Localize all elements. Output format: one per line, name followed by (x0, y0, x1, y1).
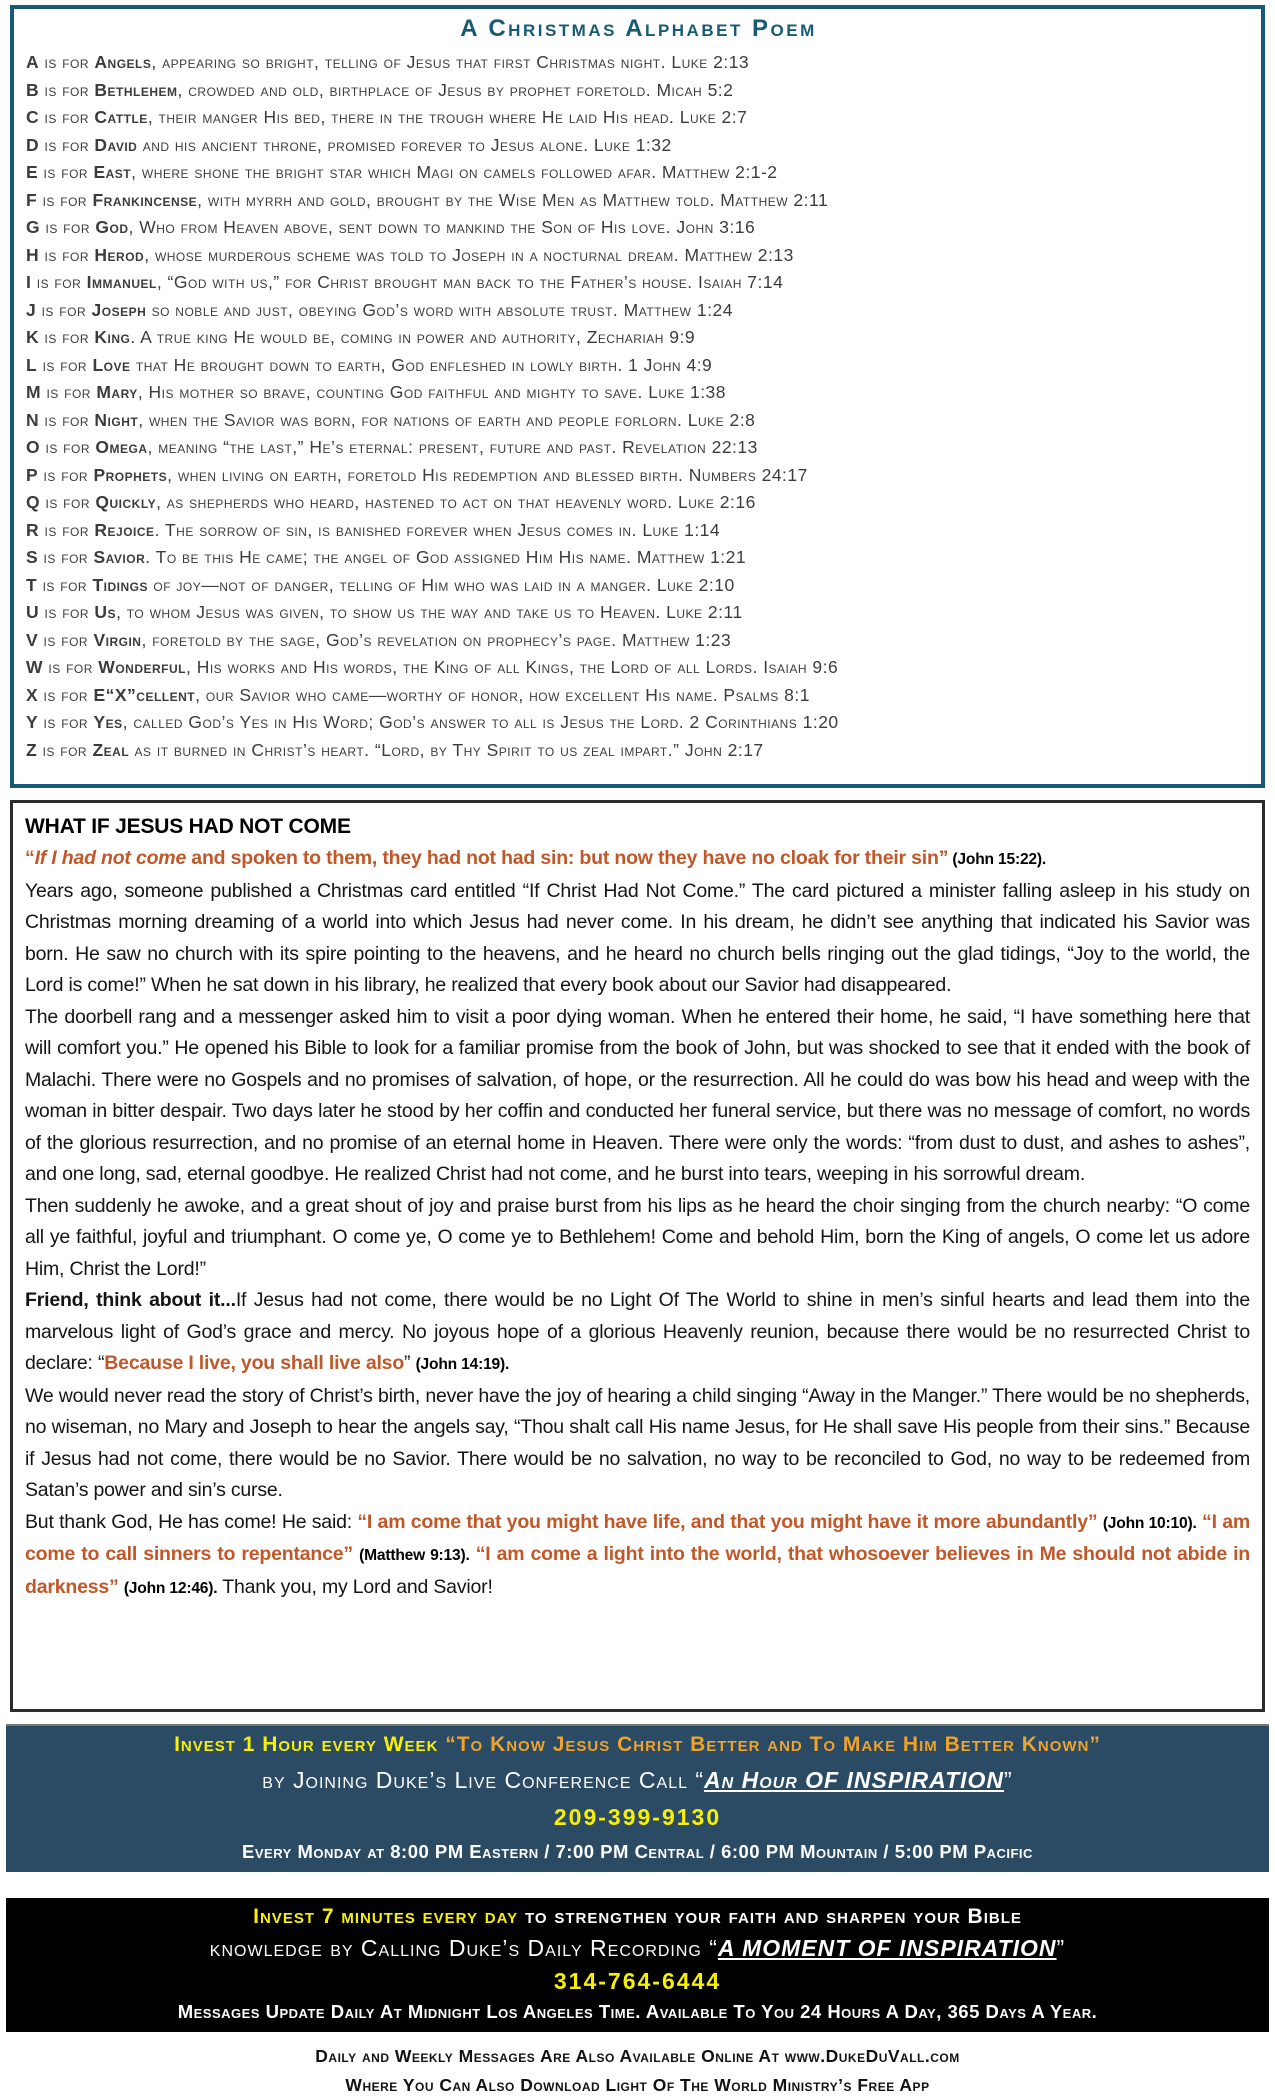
text-segment: to strengthen your faith and sharpen your Bible (524, 1905, 1022, 1928)
text-segment: is for (39, 409, 95, 430)
text-segment: G (26, 217, 41, 237)
poem-line (26, 544, 1251, 572)
poem-line (26, 324, 1251, 352)
text-segment: (John 10:10). (1102, 1514, 1197, 1532)
text-segment: , “God with us,” for Christ brought man back to the Father’s house. Isaiah 7:14 (156, 272, 784, 292)
daily-banner-subtitle (12, 1935, 1263, 1962)
text-segment: , their manger His bed, there in the trough where He laid His head. Luke 2:7 (147, 107, 748, 127)
text-segment: (John 12:46). (123, 1579, 218, 1597)
text-segment: is for (38, 464, 94, 485)
poem-line (26, 599, 1251, 627)
poem-line (26, 104, 1251, 132)
text-segment: is for (36, 299, 92, 320)
text-segment: is for (37, 189, 93, 210)
text-segment: is for (38, 547, 94, 567)
text-segment: is for (37, 739, 93, 760)
text-segment: P (26, 464, 39, 485)
text-segment: , with myrrh and gold, brought by the Wise Men as Matthew told. Matthew 2:11 (197, 189, 829, 210)
text-segment: is for (38, 629, 94, 650)
text-segment: , when living on earth, foretold His redemption and blessed birth. Numbers 24:17 (167, 464, 808, 485)
text-segment: Rejoice (94, 519, 155, 540)
text-segment: Y (26, 712, 39, 732)
poem-line (26, 187, 1251, 215)
poem-line (26, 379, 1251, 407)
poem-lines (26, 49, 1251, 764)
text-segment: We would never read the story of Christ’s birth, never have the joy of hearing a child singing “Away in the Manger.” There would be no shepherds, no wiseman, no Mary and Joseph to hear the angels say, “Thou shalt call His name Jesus, for He shall save His people from their sins.” Because if Jesus had not come, there would be no Savior. There would be no salvation, no way to be reconciled to God, no way to be redeemed from Satan’s power and sin’s curse. (25, 1384, 1250, 1501)
text-segment: Angels (94, 52, 152, 72)
text-segment: as it burned in Christ’s heart. “Lord, by Thy Spirit to us zeal impart.” John 2:17 (129, 739, 764, 760)
text-segment: , our Savior who came—worthy of honor, how excellent His name. Psalms 8:1 (195, 684, 810, 705)
text-segment: U (26, 602, 40, 622)
text-segment: , Who from Heaven above, sent down to mankind the Son of His love. John 3:16 (128, 217, 756, 237)
text-segment: Frankincense (92, 189, 198, 210)
text-segment: Zeal (92, 739, 130, 760)
poem-line (26, 737, 1251, 765)
text-segment: “I am come to call sinners to repentance” (25, 1510, 1250, 1565)
poem-title: A Christmas Alphabet Poem (460, 15, 817, 42)
text-segment: “I am come that you might have life, and that you might have it more abundantly” (357, 1510, 1098, 1533)
text-segment: Omega (95, 437, 148, 457)
text-segment: If Jesus had not come, there would be no Light Of The World to shine in men’s sinful hearts and lead them into the marvelous light of God’s grace and mercy. No joyous hope of a glorious Heavenly reunion, because there would be no resurrected Christ to declare: “ (25, 1289, 1250, 1374)
text-segment: is for (40, 492, 96, 512)
article-paragraph (25, 876, 1250, 1002)
text-segment: R (26, 519, 40, 540)
text-segment: so noble and just, obeying God’s word with absolute trust. Matthew 1:24 (146, 299, 733, 320)
text-segment: Cattle (94, 107, 148, 127)
text-segment: Quickly (95, 492, 157, 512)
text-segment: Yes (93, 712, 123, 732)
text-segment: F (26, 189, 38, 210)
text-segment: The doorbell rang and a messenger asked him to visit a poor dying woman. When he entered their home, he said, “I have something here that will comfort you.” He opened his Bible to look for a familiar promise from the book of John, but was shocked to see that it ended with the book of Malachi. There were no Gospels and no promises of salvation, of hope, or the resurrection. All he could do was bow his head and weep with the woman in bitter despair. Two days later he stood by her coffin and conducted her funeral service, but there was no message of comfort, no words of the glorious resurrection, and no promise of an eternal home in Heaven. There were only the words: “from dust to dust, and ashes to ashes”, and one long, sad, eternal goodbye. He realized Christ had not come, and he burst into tears, weeping in his sorrowful dream. (25, 1005, 1250, 1185)
text-segment: Herod (94, 244, 145, 265)
text-segment: is for (43, 657, 99, 677)
text-segment: , foretold by the sage, God’s revelation on prophecy’s page. Matthew 1:23 (141, 629, 732, 650)
text-segment: that He brought down to earth, God enfleshed in lowly birth. 1 John 4:9 (130, 354, 713, 375)
text-segment: is for (31, 272, 87, 292)
text-segment: of joy—not of danger, telling of Him who was laid in a manger. Luke 2:10 (148, 574, 735, 595)
text-segment: H (26, 244, 40, 265)
page-footer (0, 2042, 1275, 2099)
text-segment: , where shone the bright star which Magi on camels followed afar. Matthew 2:1-2 (131, 162, 778, 182)
text-segment: is for (39, 602, 95, 622)
poem-line (26, 297, 1251, 325)
daily-banner-headline (12, 1905, 1263, 1929)
text-segment: O (26, 437, 41, 457)
text-segment: Years ago, someone published a Christmas card entitled “If Christ Had Not Come.” The card pictured a minister falling asleep in his study on Christmas morning dreaming of a world into which Jesus had never come. In his dream, he didn’t see anything that indicated his Savior was born. He saw no church with its spire pointing to the heavens, and he heard no church bells ringing out the glad tidings, “Joy to the world, the Lord is come!” When he sat down in his library, he realized that every book about our Savior had disappeared. (25, 879, 1250, 996)
weekly-banner-phone-number (12, 1804, 1263, 1831)
article-paragraph (25, 1381, 1250, 1507)
poem-line (26, 407, 1251, 435)
text-segment: is for (40, 437, 96, 457)
text-segment: An Hour OF INSPIRATION (704, 1767, 1005, 1793)
text-segment: K (26, 327, 40, 347)
text-segment: is for (40, 217, 96, 237)
text-segment: Tidings (92, 574, 148, 595)
text-segment: Joseph (91, 299, 147, 320)
text-segment: Invest 7 minutes every day (253, 1905, 525, 1928)
text-segment: J (26, 299, 37, 320)
text-segment: X (26, 684, 39, 705)
christmas-alphabet-poem-section (10, 5, 1265, 788)
text-segment: is for (38, 162, 94, 182)
text-segment: Us (94, 602, 117, 622)
poem-line (26, 682, 1251, 710)
poem-line (26, 627, 1251, 655)
poem-line (26, 654, 1251, 682)
text-segment: V (26, 629, 39, 650)
article-body (25, 843, 1250, 1604)
text-segment: , when the Savior was born, for nations of earth and people forlorn. Luke 2:8 (138, 409, 756, 430)
text-segment: Messages Update Daily At Midnight Los Angeles Time. Available To You 24 Hours A Day, 365 Days A Year. (177, 2001, 1098, 2022)
text-segment: , called God’s Yes in His Word; God’s answer to all is Jesus the Lord. 2 Corinthians 1:20 (122, 712, 839, 732)
text-segment: is for (39, 79, 95, 100)
weekly-conference-call-banner (6, 1724, 1269, 1872)
poem-line (26, 159, 1251, 187)
text-segment: by Joining Duke’s Live Conference Call “ (262, 1767, 705, 1793)
weekly-banner-headline (12, 1733, 1263, 1757)
text-segment: is for (41, 382, 97, 402)
text-segment: Immanuel (86, 272, 157, 292)
text-segment: (Matthew 9:13). (359, 1547, 470, 1564)
text-segment: Bethlehem (94, 79, 178, 100)
text-segment: ” (1004, 1767, 1013, 1793)
text-segment: I (26, 272, 32, 292)
footer-website-line: Daily and Weekly Messages Are Also Available Online At www.DukeDuVall.com (315, 2046, 960, 2066)
text-segment: is for (37, 354, 93, 375)
text-segment: East (93, 162, 132, 182)
text-segment: T (26, 574, 38, 595)
text-segment: “ (25, 847, 35, 869)
text-segment: . The sorrow of sin, is banished forever when Jesus comes in. Luke 1:14 (154, 519, 721, 540)
text-segment: “I am come a light into the world, that whosoever believes in Me should not abide in darkness” (25, 1543, 1250, 1598)
text-segment: Mary (96, 382, 138, 402)
text-segment: ” (1056, 1935, 1066, 1961)
text-segment: Friend, think about it... (25, 1289, 236, 1311)
weekly-banner-schedule (12, 1841, 1263, 1863)
text-segment: ” (404, 1352, 416, 1374)
poem-line (26, 352, 1251, 380)
text-segment: is for (39, 327, 95, 347)
text-segment: is for (37, 574, 93, 595)
poem-line (26, 462, 1251, 490)
poem-line (26, 77, 1251, 105)
poem-line (26, 132, 1251, 160)
text-segment: (John 14:19). (415, 1356, 510, 1373)
poem-line (26, 709, 1251, 737)
text-segment: Q (26, 492, 41, 512)
text-segment: Then suddenly he awoke, and a great shout of joy and praise burst from his lips as he heard the choir singing from the church nearby: “O come all ye faithful, joyful and triumphant. O come ye, O come ye to Bethlehem! Come and behold Him, born the King of angels, O come let us adore Him, Christ the Lord!” (25, 1194, 1250, 1280)
text-segment: David (94, 134, 138, 155)
text-segment: Z (26, 739, 38, 760)
text-segment: , meaning “the last,” He’s eternal: present, future and past. Revelation 22:13 (147, 437, 758, 457)
text-segment: L (26, 354, 38, 375)
text-segment: N (26, 409, 40, 430)
poem-line (26, 434, 1251, 462)
article-paragraph (25, 1507, 1250, 1605)
text-segment: (John 15:22). (948, 851, 1047, 868)
text-segment: God (95, 217, 129, 237)
text-segment: and spoken to them, they had not had sin: but now they have no cloak for their sin” (186, 847, 949, 869)
text-segment: But thank God, He has come! He said: (25, 1510, 358, 1533)
text-segment: , His works and His words, the King of all Kings, the Lord of all Lords. Isaiah 9:6 (185, 657, 839, 677)
text-segment: Every Monday at 8:00 PM Eastern / 7:00 PM Central / 6:00 PM Mountain / 5:00 PM Pacific (242, 1841, 1033, 1862)
text-segment: knowledge by Calling Duke’s Daily Recording “ (209, 1935, 718, 1961)
poem-line (26, 269, 1251, 297)
text-segment: C (26, 107, 40, 127)
text-segment: Because I live, you shall live also (104, 1352, 405, 1374)
poem-line (26, 517, 1251, 545)
poem-line (26, 214, 1251, 242)
text-segment: Thank you, my Lord and Savior! (217, 1575, 493, 1598)
text-segment: Love (92, 354, 131, 375)
text-segment: , as shepherds who heard, hastened to act on that heavenly word. Luke 2:16 (156, 492, 756, 512)
text-segment: Prophets (93, 464, 168, 485)
text-segment: If I had not come (34, 847, 187, 869)
text-segment: is for (38, 684, 94, 705)
text-segment: is for (39, 107, 95, 127)
daily-recording-banner (6, 1898, 1269, 2032)
text-segment: 314-764-6444 (553, 1968, 722, 1994)
text-segment: is for (39, 134, 95, 155)
text-segment: B (26, 79, 40, 100)
text-segment: King (94, 327, 131, 347)
text-segment: is for (39, 244, 95, 265)
text-segment: Wonderful (98, 657, 186, 677)
poem-line (26, 49, 1251, 77)
text-segment: . A true king He would be, coming in power and authority, Zechariah 9:9 (130, 327, 696, 347)
article-heading: WHAT IF JESUS HAD NOT COME (25, 815, 351, 838)
text-segment: E“X”cellent (93, 684, 196, 705)
text-segment: , appearing so bright, telling of Jesus that first Christmas night. Luke 2:13 (151, 52, 750, 72)
text-segment: Savior (93, 547, 146, 567)
text-segment: , whose murderous scheme was told to Joseph in a nocturnal dream. Matthew 2:13 (144, 244, 794, 265)
article-paragraph (25, 1002, 1250, 1191)
article-paragraph (25, 1191, 1250, 1286)
text-segment: W (26, 657, 44, 677)
text-segment: , crowded and old, birthplace of Jesus by prophet foretold. Micah 5:2 (177, 79, 734, 100)
text-segment: Night (94, 409, 139, 430)
text-segment: S (26, 547, 39, 567)
daily-banner-phone-number (12, 1968, 1263, 1995)
text-segment: Invest 1 Hour every Week (174, 1733, 446, 1756)
text-segment: 209-399-9130 (553, 1804, 722, 1830)
text-segment: M (26, 382, 42, 402)
what-if-jesus-had-not-come-section (10, 800, 1265, 1712)
text-segment: is for (39, 52, 95, 72)
poem-line (26, 242, 1251, 270)
text-segment: , His mother so brave, counting God faithful and mighty to save. Luke 1:38 (137, 382, 727, 402)
text-segment: “To Know Jesus Christ Better and To Make Him Better Known” (445, 1733, 1101, 1756)
text-segment: is for (39, 519, 95, 540)
text-segment: E (26, 162, 39, 182)
text-segment: and his ancient throne, promised forever to Jesus alone. Luke 1:32 (137, 134, 672, 155)
text-segment: A (26, 52, 40, 72)
article-paragraph (25, 843, 1250, 876)
footer-app-line: Where You Can Also Download Light Of The World Ministry’s Free App (345, 2074, 930, 2095)
daily-banner-schedule (12, 2001, 1263, 2023)
poem-line (26, 489, 1251, 517)
text-segment: D (26, 134, 40, 155)
text-segment: A MOMENT OF INSPIRATION (717, 1935, 1057, 1961)
text-segment: Virgin (93, 629, 142, 650)
article-paragraph (25, 1285, 1250, 1381)
poem-line (26, 572, 1251, 600)
weekly-banner-subtitle (12, 1767, 1263, 1794)
text-segment: , to whom Jesus was given, to show us the way and take us to Heaven. Luke 2:11 (116, 602, 743, 622)
text-segment: . To be this He came; the angel of God assigned Him His name. Matthew 1:21 (145, 547, 747, 567)
text-segment: is for (38, 712, 94, 732)
